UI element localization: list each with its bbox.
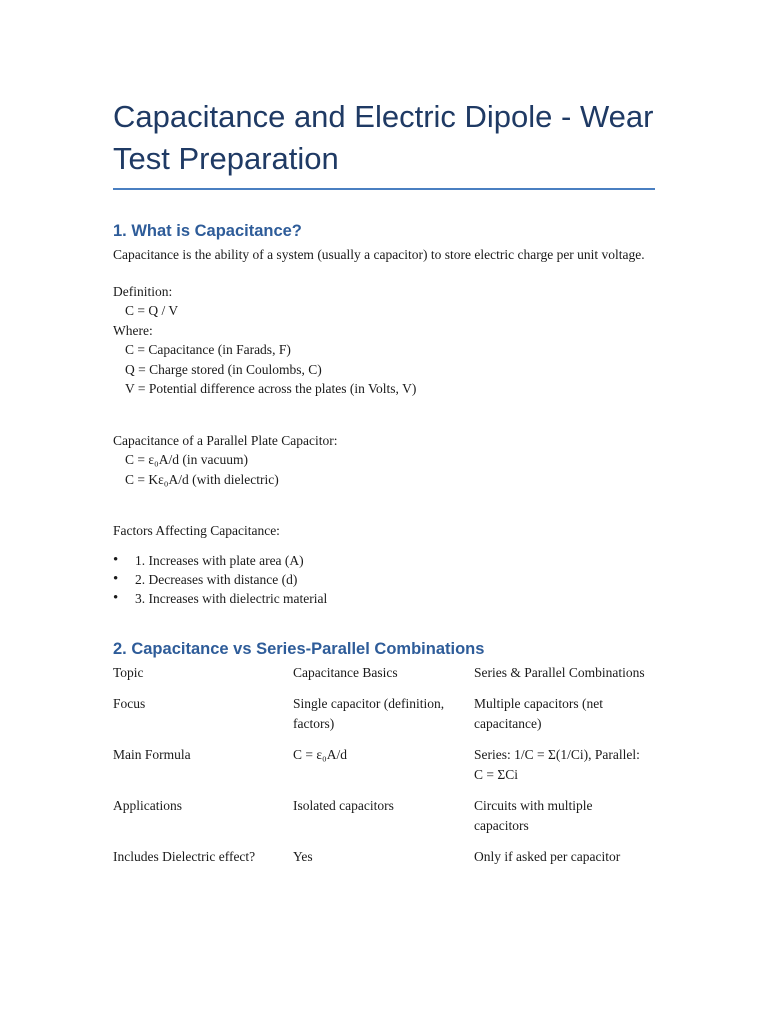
definition-block	[113, 282, 655, 399]
table-cell: Isolated capacitors	[293, 798, 394, 813]
table-cell: Series & Parallel Combinations	[474, 664, 645, 680]
list-item-text: 2. Decreases with distance (d)	[135, 571, 298, 587]
table-cell: Circuits with multiple capacitors	[474, 798, 593, 833]
factors-label: Factors Affecting Capacitance:	[113, 523, 280, 538]
table-cell: Multiple capacitors (net capacitance)	[474, 696, 603, 731]
parallel-plate-formula: C = Kε₀A/d (with dielectric)	[125, 471, 279, 487]
table-cell: Yes	[293, 849, 313, 864]
section-heading: 2. Capacitance vs Series-Parallel Combinations	[113, 639, 485, 658]
table-cell: Only if asked per capacitor	[474, 849, 621, 864]
parallel-plate-label: Capacitance of a Parallel Plate Capacitor:	[113, 432, 338, 448]
table-cell: Focus	[113, 696, 146, 711]
list-item-text: 1. Increases with plate area (A)	[135, 552, 304, 568]
table-cell: Series: 1/C = Σ(1/Ci), Parallel: C = ΣCi	[474, 747, 640, 782]
section-heading: 1. What is Capacitance?	[113, 222, 302, 240]
factors-block	[113, 521, 655, 608]
bullet-icon: •	[113, 589, 119, 606]
document-page	[113, 96, 655, 879]
section-what-is-capacitance	[113, 220, 655, 608]
list-item	[113, 570, 655, 589]
list-item-text: 3. Increases with dielectric material	[135, 590, 328, 606]
section-comparison	[113, 638, 655, 879]
table-cell: Applications	[113, 798, 182, 813]
parallel-plate-formula: C = ε₀A/d (in vacuum)	[125, 452, 248, 467]
where-item: Q = Charge stored (in Coulombs, C)	[125, 361, 322, 377]
table-cell: Topic	[113, 664, 144, 680]
where-item: V = Potential difference across the plates (in Volts, V)	[125, 381, 417, 396]
where-item: C = Capacitance (in Farads, F)	[125, 342, 291, 357]
parallel-plate-block	[113, 431, 655, 490]
bullet-icon: •	[113, 551, 119, 568]
definition-label: Definition:	[113, 283, 173, 299]
table-cell: Single capacitor (definition, factors)	[293, 696, 445, 731]
list-item	[113, 551, 655, 570]
table-row	[113, 694, 655, 745]
table-row	[113, 663, 655, 695]
table-cell: Main Formula	[113, 747, 191, 762]
table-cell: C = ε₀A/d	[293, 747, 347, 762]
document-title: Capacitance and Electric Dipole - Wear Test Preparation	[113, 99, 654, 176]
intro-paragraph: Capacitance is the ability of a system (usually a capacitor) to store electric charge per unit voltage.	[113, 247, 645, 262]
table-cell: Includes Dielectric effect?	[113, 849, 256, 864]
table-row	[113, 847, 655, 879]
bullet-icon: •	[113, 570, 119, 587]
table-cell: Capacitance Basics	[293, 664, 398, 680]
factors-list	[113, 551, 655, 608]
list-item	[113, 589, 655, 608]
comparison-table	[113, 663, 655, 879]
table-row	[113, 796, 655, 847]
where-label: Where:	[113, 322, 153, 338]
title-underline	[113, 188, 655, 190]
table-row	[113, 745, 655, 796]
definition-formula: C = Q / V	[125, 303, 179, 318]
